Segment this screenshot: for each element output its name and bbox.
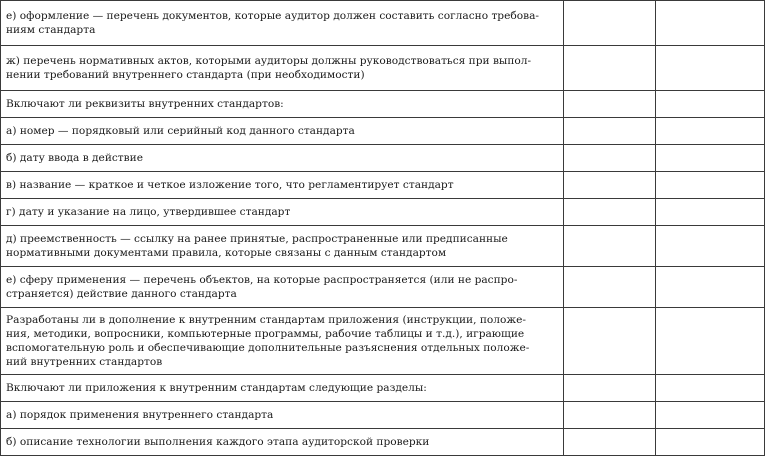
note-cell	[656, 172, 765, 199]
question-cell: в) название — краткое и четкое изложение того, что регламентирует стандарт	[1, 172, 564, 199]
answer-cell	[564, 429, 656, 456]
note-cell	[656, 308, 765, 375]
answer-cell	[564, 118, 656, 145]
answer-cell	[564, 145, 656, 172]
table-row	[1, 429, 765, 456]
table-row	[1, 91, 765, 118]
table-row	[1, 308, 765, 375]
note-cell	[656, 226, 765, 267]
table-row	[1, 118, 765, 145]
note-cell	[656, 375, 765, 402]
note-cell	[656, 429, 765, 456]
answer-cell	[564, 267, 656, 308]
question-cell: б) дату ввода в действие	[1, 145, 564, 172]
question-cell: г) дату и указание на лицо, утвердившее стандарт	[1, 199, 564, 226]
table-row	[1, 46, 765, 91]
note-cell	[656, 402, 765, 429]
question-cell: а) порядок применения внутреннего стандарта	[1, 402, 564, 429]
note-cell	[656, 199, 765, 226]
note-cell	[656, 91, 765, 118]
answer-cell	[564, 375, 656, 402]
table-row	[1, 172, 765, 199]
answer-cell	[564, 91, 656, 118]
answer-cell	[564, 199, 656, 226]
note-cell	[656, 1, 765, 46]
note-cell	[656, 145, 765, 172]
note-cell	[656, 46, 765, 91]
answer-cell	[564, 172, 656, 199]
answer-cell	[564, 308, 656, 375]
answer-cell	[564, 402, 656, 429]
question-cell: е) оформление — перечень документов, которые аудитор должен составить согласно требова- ниям стандарта	[1, 1, 564, 46]
answer-cell	[564, 226, 656, 267]
table-row	[1, 226, 765, 267]
table-row	[1, 1, 765, 46]
note-cell	[656, 118, 765, 145]
question-cell: Разработаны ли в дополнение к внутренним стандартам приложения (инструкции, положе- ния, методики, вопросники, компьютерные программы, рабочие таблицы и т.д.), играющие вспомогательную роль и обеспечивающие дополнительные разъяснения отдельных положе- ний внутренних стандартов	[1, 308, 564, 375]
table-row	[1, 402, 765, 429]
question-cell: д) преемственность — ссылку на ранее принятые, распространенные или предписанные нормативными документами правила, которые связаны с данным стандартом	[1, 226, 564, 267]
question-cell: б) описание технологии выполнения каждого этапа аудиторской проверки	[1, 429, 564, 456]
table-row	[1, 145, 765, 172]
question-cell: е) сферу применения — перечень объектов, на которые распространяется (или не распро- страняется) действие данного стандарта	[1, 267, 564, 308]
table-row	[1, 375, 765, 402]
question-cell: Включают ли реквизиты внутренних стандартов:	[1, 91, 564, 118]
answer-cell	[564, 46, 656, 91]
question-cell: а) номер — порядковый или серийный код данного стандарта	[1, 118, 564, 145]
table-row	[1, 199, 765, 226]
answer-cell	[564, 1, 656, 46]
question-cell: Включают ли приложения к внутренним стандартам следующие разделы:	[1, 375, 564, 402]
note-cell	[656, 267, 765, 308]
table-row	[1, 267, 765, 308]
question-cell: ж) перечень нормативных актов, которыми аудиторы должны руководствоваться при выпол- нении требований внутреннего стандарта (при необходимости)	[1, 46, 564, 91]
